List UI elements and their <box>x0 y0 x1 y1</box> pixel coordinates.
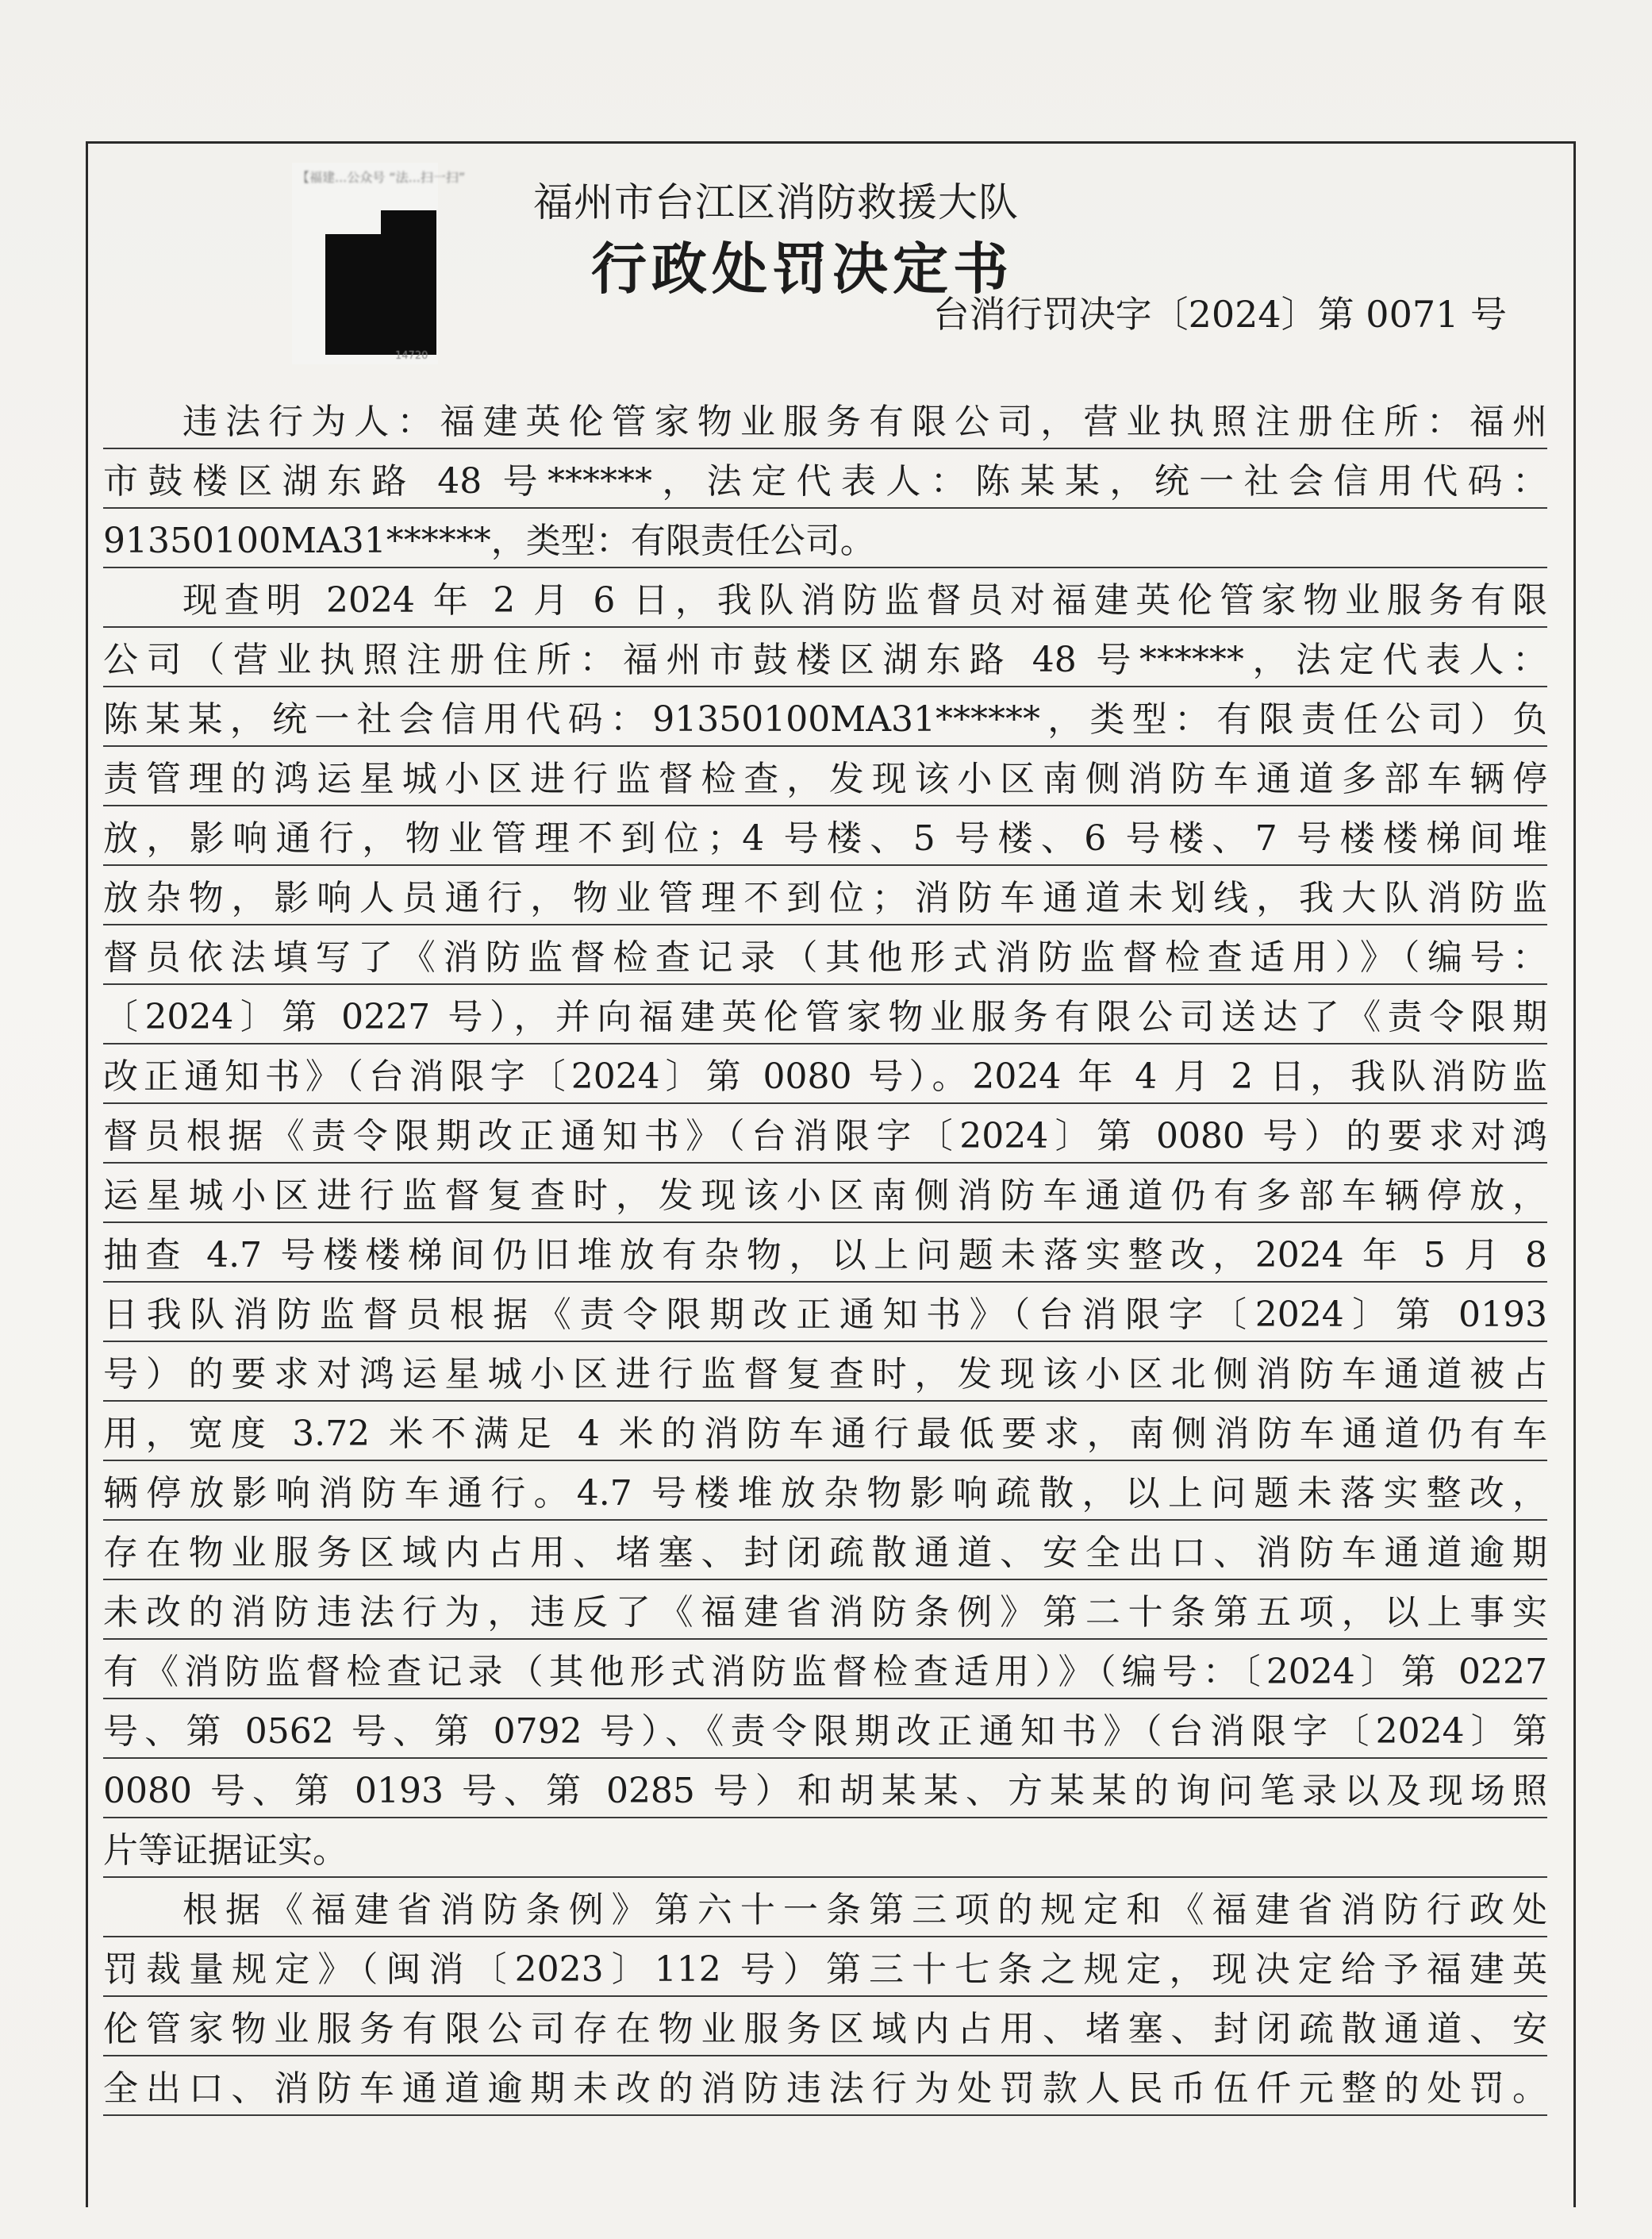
body-line: 根据《福建省消防条例》第六十一条第三项的规定和《福建省消防行政处 <box>103 1885 1547 1937</box>
qr-code-image <box>292 163 466 364</box>
document-number: 台消行罚决字〔2024〕第 0071 号 <box>932 293 1507 336</box>
body-line: 放杂物，影响人员通行，物业管理不到位；消防车通道未划线，我大队消防监 <box>103 873 1547 925</box>
document-title: 行政处罚决定书 <box>591 237 1013 302</box>
body-line: 陈某某，统一社会信用代码：91350100MA31******，类型：有限责任公司）负 <box>103 694 1547 747</box>
body-line: 0080 号、第 0193 号、第 0285 号）和胡某某、方某某的询问笔录以及现场照 <box>103 1766 1547 1818</box>
body-line: 放，影响通行，物业管理不到位；4 号楼、5 号楼、6 号楼、7 号楼楼梯间堆 <box>103 814 1547 866</box>
body-line: 存在物业服务区域内占用、堵塞、封闭疏散通道、安全出口、消防车通道逾期 <box>103 1528 1547 1580</box>
body-line: 片等证据证实。 <box>103 1825 1547 1878</box>
body-line: 违法行为人：福建英伦管家物业服务有限公司，营业执照注册住所：福州 <box>103 397 1547 449</box>
body-line: 督员根据《责令限期改正通知书》（台消限字〔2024〕第 0080 号）的要求对鸿 <box>103 1111 1547 1164</box>
issuing-organization: 福州市台江区消防救援大队 <box>533 179 1019 225</box>
body-line: 抽查 4.7 号楼楼梯间仍旧堆放有杂物，以上问题未落实整改，2024 年 5 月 8 <box>103 1230 1547 1283</box>
body-line: 91350100MA31******，类型：有限责任公司。 <box>103 516 1547 568</box>
body-line: 号、第 0562 号、第 0792 号）、《责令限期改正通知书》（台消限字〔2024〕第 <box>103 1706 1547 1759</box>
qr-caption: 【福建...公众号 “法...扫一扫” <box>297 170 466 185</box>
body-line: 未改的消防违法行为，违反了《福建省消防条例》第二十条第五项，以上事实 <box>103 1587 1547 1640</box>
body-line: 市鼓楼区湖东路 48 号******，法定代表人：陈某某，统一社会信用代码： <box>103 456 1547 509</box>
body-line: 督员依法填写了《消防监督检查记录（其他形式消防监督检查适用）》（编号： <box>103 933 1547 985</box>
body-line: 日我队消防监督员根据《责令限期改正通知书》（台消限字〔2024〕第 0193 <box>103 1290 1547 1342</box>
body-line: 运星城小区进行监督复查时，发现该小区南侧消防车通道仍有多部车辆停放， <box>103 1171 1547 1223</box>
body-line: 罚裁量规定》（闽消〔2023〕112 号）第三十七条之规定，现决定给予福建英 <box>103 1945 1547 1997</box>
body-line: 责管理的鸿运星城小区进行监督检查，发现该小区南侧消防车通道多部车辆停 <box>103 754 1547 806</box>
body-line: 〔2024〕第 0227 号），并向福建英伦管家物业服务有限公司送达了《责令限期 <box>103 992 1547 1044</box>
body-line: 辆停放影响消防车通行。4.7 号楼堆放杂物影响疏散，以上问题未落实整改， <box>103 1468 1547 1521</box>
body-line: 有《消防监督检查记录（其他形式消防监督检查适用）》（编号：〔2024〕第 0227 <box>103 1647 1547 1699</box>
body-line: 伦管家物业服务有限公司存在物业服务区域内占用、堵塞、封闭疏散通道、安 <box>103 2004 1547 2056</box>
body-line: 现查明 2024 年 2 月 6 日，我队消防监督员对福建英伦管家物业服务有限 <box>103 575 1547 628</box>
qr-serial: 14720 <box>395 350 428 362</box>
document-body <box>103 397 1547 2123</box>
body-line: 改正通知书》（台消限字〔2024〕第 0080 号）。2024 年 4 月 2 日，我队消防监 <box>103 1052 1547 1104</box>
body-line: 全出口、消防车通道逾期未改的消防违法行为处罚款人民币伍仟元整的处罚。 <box>103 2064 1547 2116</box>
body-line: 公司（营业执照注册住所：福州市鼓楼区湖东路 48 号******，法定代表人： <box>103 635 1547 687</box>
body-line: 号）的要求对鸿运星城小区进行监督复查时，发现该小区北侧消防车通道被占 <box>103 1349 1547 1402</box>
body-line: 用，宽度 3.72 米不满足 4 米的消防车通行最低要求，南侧消防车通道仍有车 <box>103 1409 1547 1461</box>
